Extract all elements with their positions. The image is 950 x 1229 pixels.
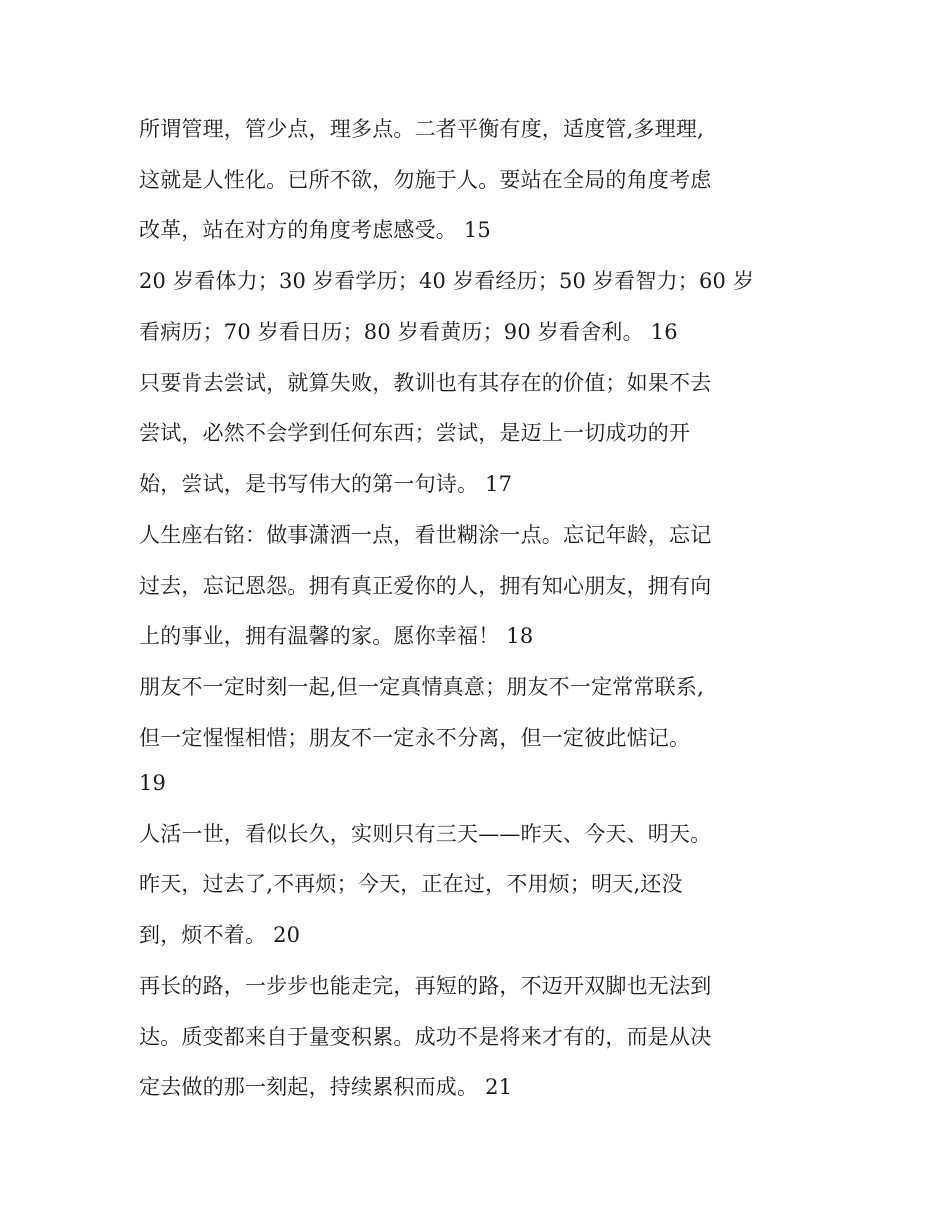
text-line: 定去做的那一刻起，持续累积而成。 21 bbox=[139, 1075, 513, 1099]
text-line: 到，烦不着。 20 bbox=[139, 923, 301, 947]
text-line: 但一定惺惺相惜；朋友不一定永不分离，但一定彼此惦记。 bbox=[139, 726, 691, 750]
text-line: 达。质变都来自于量变积累。成功不是将来才有的，而是从决 bbox=[139, 1025, 712, 1049]
text-line: 朋友不一定时刻一起,但一定真情真意；朋友不一定常常联系, bbox=[139, 675, 704, 699]
text-line: 上的事业，拥有温馨的家。愿你幸福！ 18 bbox=[139, 624, 534, 648]
text-line: 19 bbox=[139, 771, 167, 795]
text-line: 改革，站在对方的角度考虑感受。 15 bbox=[139, 218, 491, 242]
text-line: 看病历；70 岁看日历；80 岁看黄历；90 岁看舍利。 16 bbox=[139, 320, 678, 344]
text-line: 尝试，必然不会学到任何东西；尝试，是迈上一切成功的开 bbox=[139, 421, 691, 445]
text-line: 只要肯去尝试，就算失败，教训也有其存在的价值；如果不去 bbox=[139, 371, 712, 395]
text-line: 人活一世，看似长久，实则只有三天——昨天、今天、明天。 bbox=[139, 822, 712, 846]
text-line: 人生座右铭：做事潇洒一点，看世糊涂一点。忘记年龄，忘记 bbox=[139, 523, 712, 547]
text-line: 所谓管理，管少点，理多点。二者平衡有度，适度管,多理理, bbox=[139, 117, 704, 141]
text-line: 始，尝试，是书写伟大的第一句诗。 17 bbox=[139, 472, 513, 496]
text-line: 20 岁看体力；30 岁看学历；40 岁看经历；50 岁看智力；60 岁 bbox=[139, 269, 755, 293]
text-line: 昨天，过去了,不再烦；今天，正在过，不用烦；明天,还没 bbox=[139, 872, 683, 896]
text-line: 过去，忘记恩怨。拥有真正爱你的人，拥有知心朋友，拥有向 bbox=[139, 574, 712, 598]
text-line: 再长的路，一步步也能走完，再短的路，不迈开双脚也无法到 bbox=[139, 974, 712, 998]
text-line: 这就是人性化。已所不欲，勿施于人。要站在全局的角度考虑 bbox=[139, 168, 712, 192]
